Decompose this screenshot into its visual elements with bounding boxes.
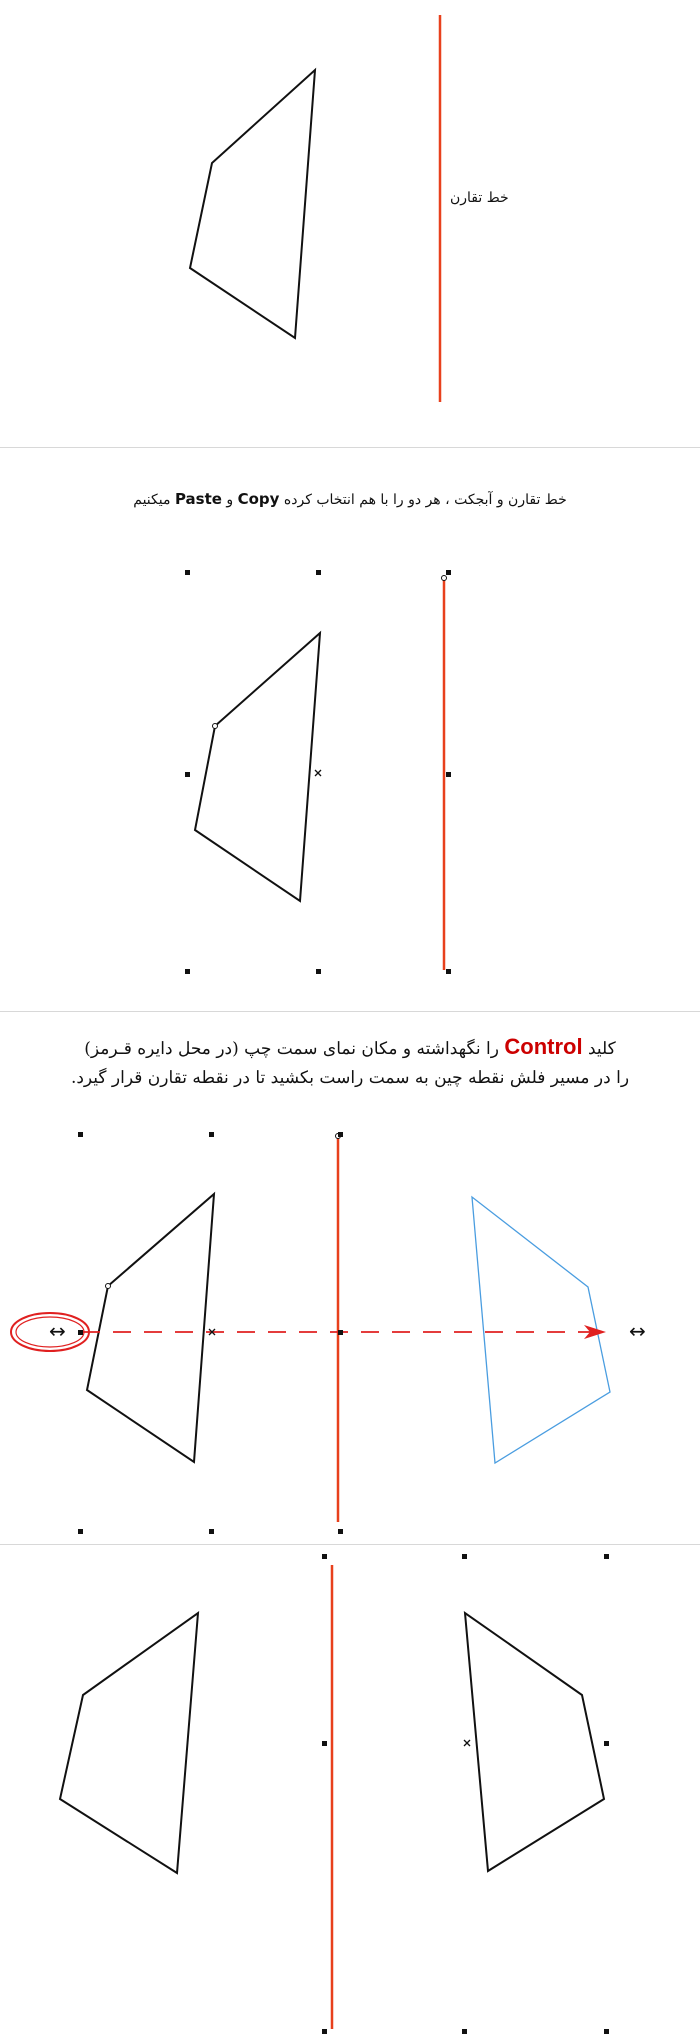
symmetry-line-label: خط تقارن [450, 190, 509, 206]
handle-top-left[interactable] [78, 1132, 83, 1137]
handle-bottom-middle[interactable] [209, 1529, 214, 1534]
handle-top-right[interactable] [338, 1132, 343, 1137]
panel-control-drag [0, 1012, 700, 1544]
step3-line1-after: را نگهداشته و مکان نمای سمت چپ (در محل دایره قـرمز) [84, 1039, 499, 1059]
handle-top-left[interactable] [322, 1554, 327, 1559]
step2-caption-and: و [221, 492, 234, 508]
panel-select-copy-paste [0, 448, 700, 1011]
handle-bottom-right[interactable] [446, 969, 451, 974]
handle-top-right[interactable] [446, 570, 451, 575]
source-node-marker [106, 1284, 111, 1289]
copy-keyword: Copy [237, 490, 280, 508]
result-center-cross-icon [464, 1740, 470, 1746]
handle-middle-left[interactable] [78, 1330, 83, 1335]
shape-node-marker [213, 724, 218, 729]
center-cross-icon [315, 770, 321, 776]
handle-middle-right[interactable] [338, 1330, 343, 1335]
panel1-figure [0, 0, 700, 447]
handle-bottom-left[interactable] [78, 1529, 83, 1534]
handle-bottom-right[interactable] [604, 2029, 609, 2034]
control-keyword: Control [504, 1034, 583, 1059]
right-resize-cursor-icon: ↔ [629, 1319, 646, 1343]
handle-top-left[interactable] [185, 570, 190, 575]
handle-middle-right[interactable] [446, 772, 451, 777]
source-quadrilateral [87, 1194, 214, 1462]
original-quadrilateral [190, 70, 315, 338]
panel-mirrored-result [0, 1545, 700, 2040]
handle-bottom-middle[interactable] [462, 2029, 467, 2034]
paste-keyword: Paste [174, 490, 222, 508]
step2-caption-before: خط تقارن و آبجکت ، هر دو را با هم انتخاب کرده [279, 492, 567, 508]
handle-bottom-left[interactable] [322, 2029, 327, 2034]
panel4-figure [0, 1545, 700, 2040]
step3-line1-before: کلید [582, 1039, 616, 1059]
step2-caption-after: میکنیم [133, 492, 171, 508]
line-node-marker [442, 576, 447, 581]
step3-caption-line2: را در مسیر فلش نقطه چین به سمت راست بکشید تا در نقطه تقارن قرار گیرد. [70, 1068, 630, 1088]
left-resize-cursor-icon[interactable]: ↔ [49, 1319, 66, 1343]
handle-middle-left[interactable] [185, 772, 190, 777]
handle-top-middle[interactable] [316, 570, 321, 575]
left-quadrilateral [60, 1613, 198, 1873]
handle-bottom-left[interactable] [185, 969, 190, 974]
handle-bottom-right[interactable] [338, 1529, 343, 1534]
panel-original-shape [0, 0, 700, 447]
handle-middle-right[interactable] [604, 1741, 609, 1746]
panel3-figure [0, 1012, 700, 1544]
panel2-figure [0, 448, 700, 1011]
right-mirrored-quadrilateral [465, 1613, 604, 1871]
handle-bottom-middle[interactable] [316, 969, 321, 974]
selected-quadrilateral [195, 633, 320, 901]
selection-handles [185, 570, 451, 974]
handle-top-right[interactable] [604, 1554, 609, 1559]
handle-top-middle[interactable] [209, 1132, 214, 1137]
handle-middle-left[interactable] [322, 1741, 327, 1746]
handle-top-middle[interactable] [462, 1554, 467, 1559]
